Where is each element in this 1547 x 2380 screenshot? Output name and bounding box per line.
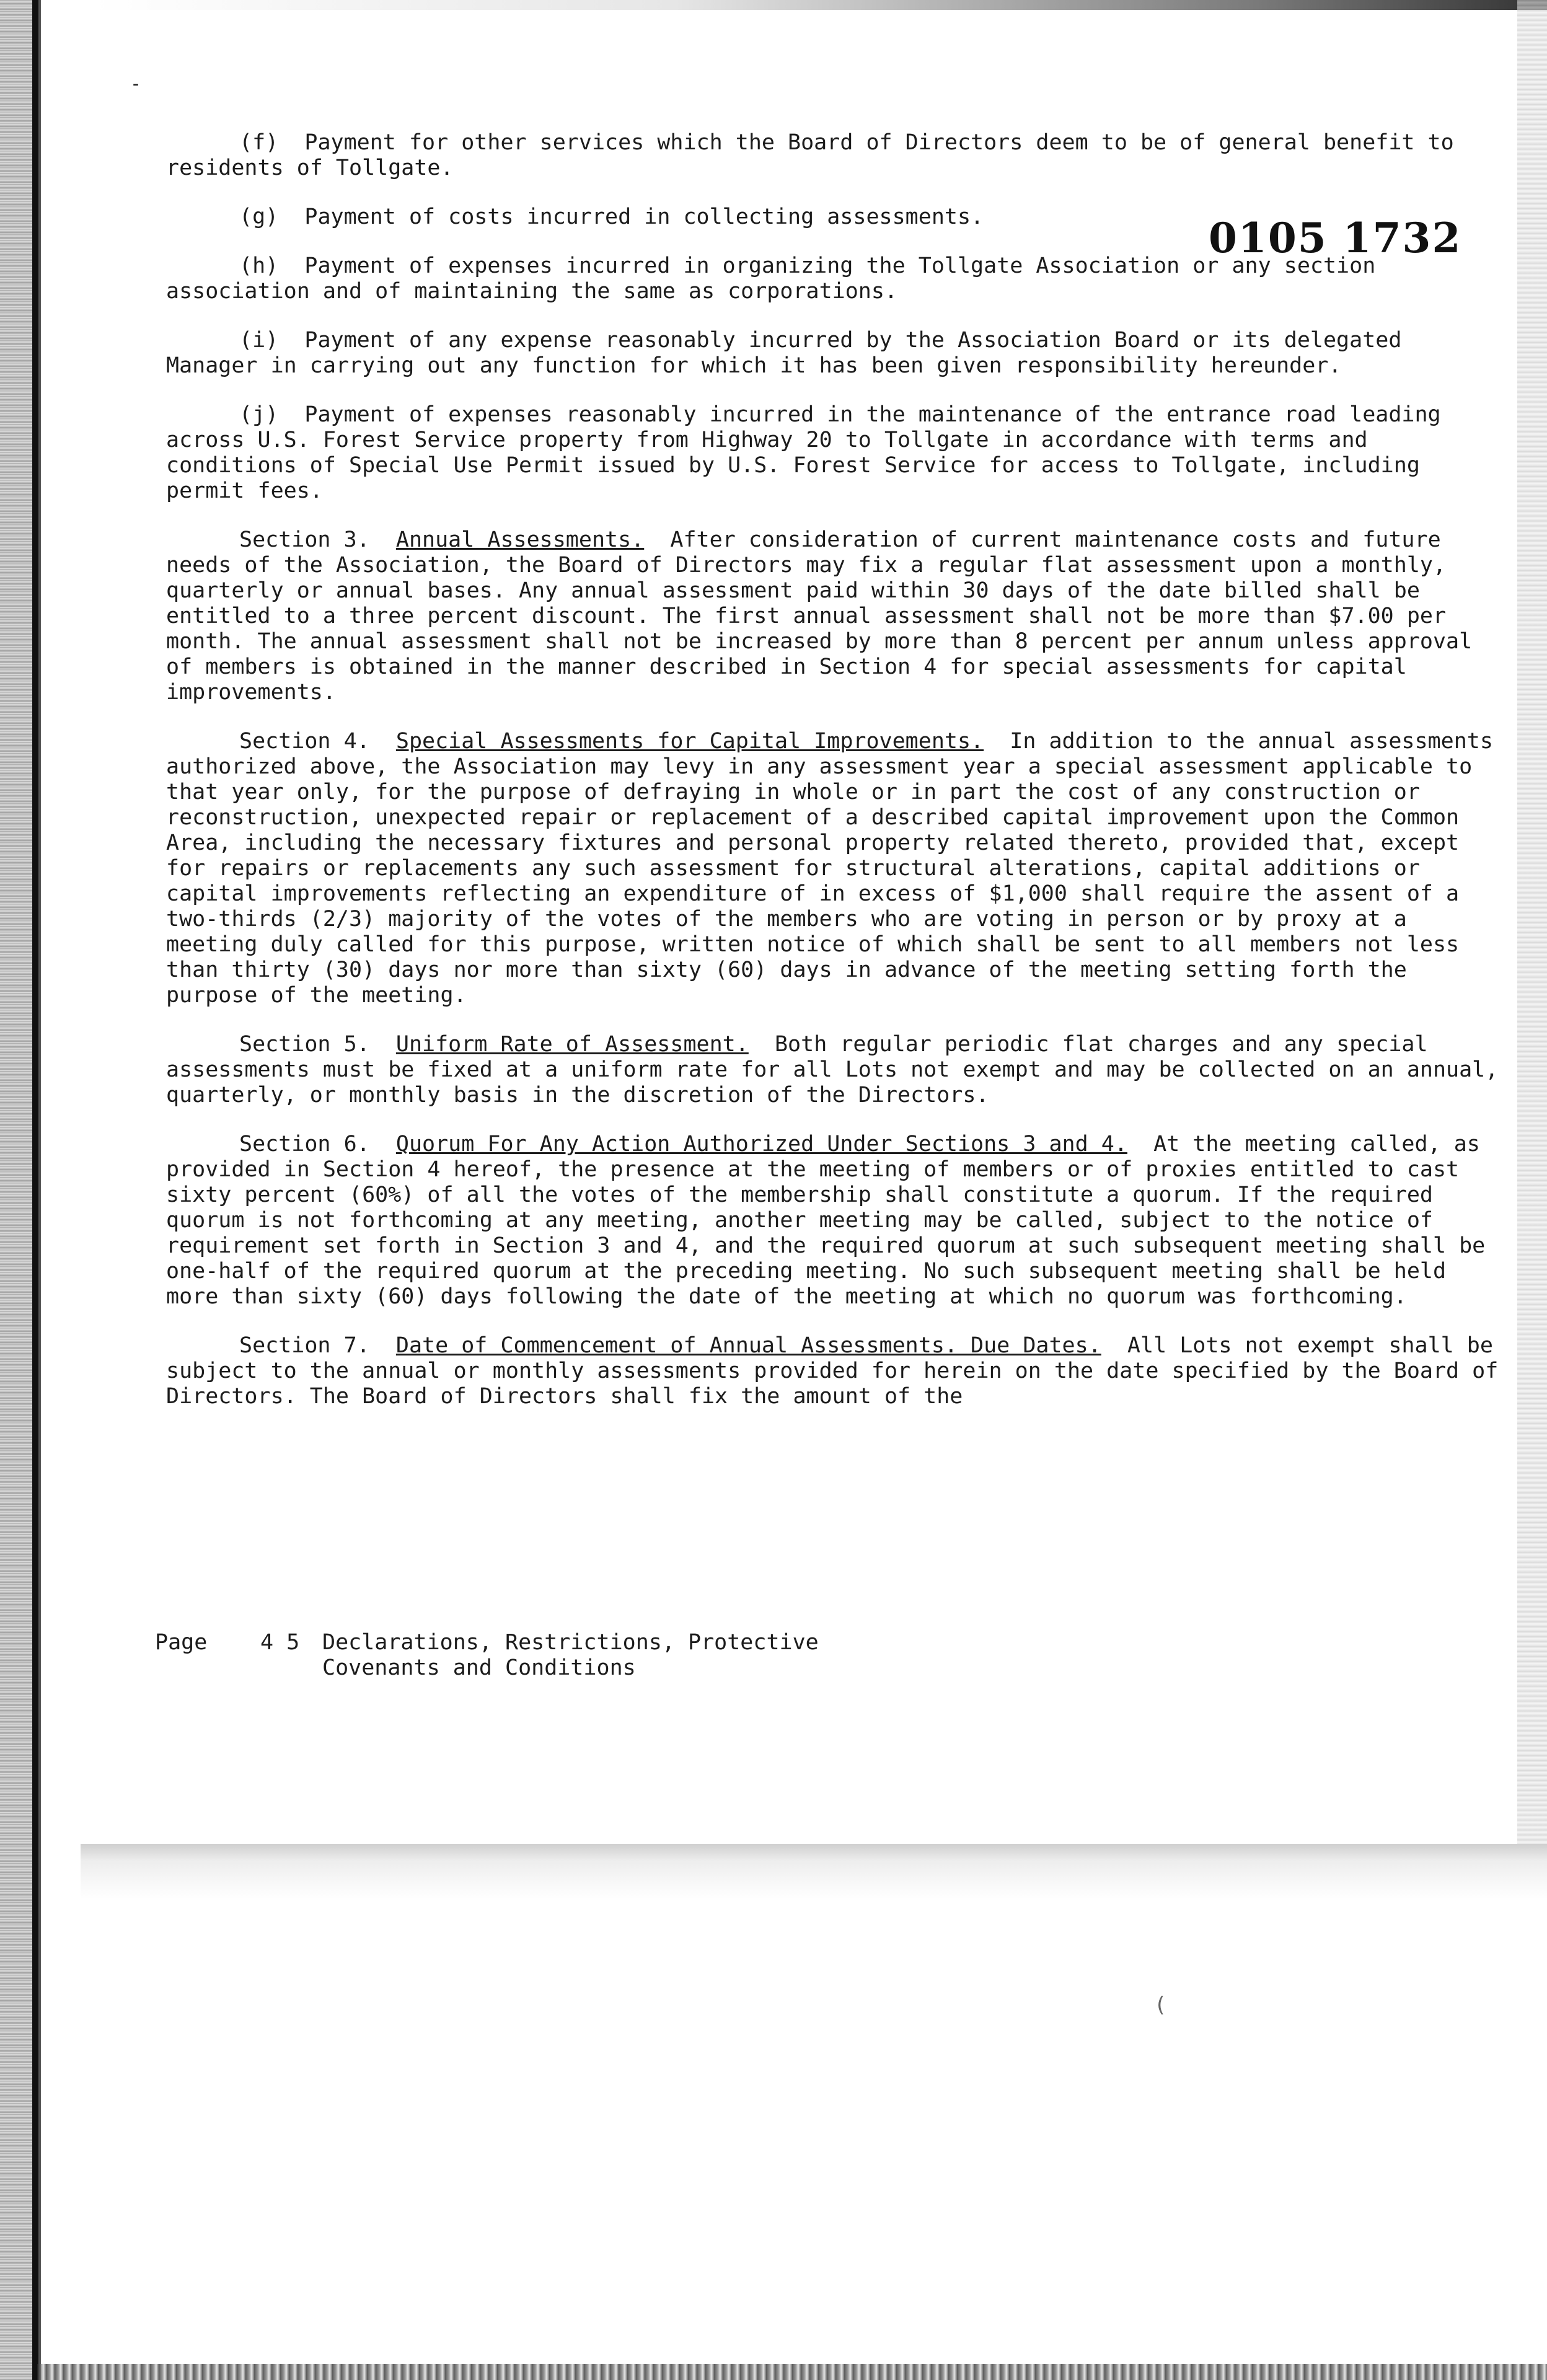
page-number: 4 5 — [260, 1630, 300, 1655]
paragraph-h — [166, 253, 1499, 304]
document-body — [166, 130, 1499, 1433]
scan-rule-dark — [32, 0, 38, 2380]
section-text: At the meeting called, as provided in Section 4 hereof, the presence at the meeting of members or of proxies entitled to cast sixty percent (60%) of all the votes of the membership shall constitute a quorum. If the required quorum is not forthcoming at any meeting, another meeting may be called, subject to the notice of requirement set forth in Section 3 and 4, and the required quorum at such subsequent meeting shall be one-half of the required quorum at the preceding meeting. No such subsequent meeting shall be held more than sixty (60) days following the date of the meeting at which no quorum was forthcoming. — [166, 1132, 1486, 1309]
section-title: Uniform Rate of Assessment. — [395, 1032, 749, 1057]
section-number: Section 7. — [239, 1333, 370, 1358]
section-text: All Lots not exempt shall be subject to the annual or monthly assessments provided for herein on the date specified by the Board of Directors. The Board of Directors shall fix the amount of the — [166, 1333, 1499, 1409]
section-title: Annual Assessments. — [395, 527, 645, 552]
section-title: Special Assessments for Capital Improvements. — [395, 729, 984, 754]
section-4 — [166, 729, 1499, 1008]
section-number: Section 3. — [239, 527, 370, 552]
section-title: Date of Commencement of Annual Assessments. Due Dates. — [395, 1333, 1101, 1358]
item-label: (f) — [239, 130, 279, 155]
sheet-bottom-shadow — [81, 1844, 1547, 1900]
item-text: Payment of expenses reasonably incurred in the maintenance of the entrance road leading across U.S. Forest Service property from Highway 20 to Tollgate in accordance with terms and conditions of Special Use Permit issued by U.S. Forest Service for access to Tollgate, including permit fees. — [166, 402, 1441, 503]
section-text: In addition to the annual assessments authorized above, the Association may levy in any assessment year a special assessment applicable to that year only, for the purpose of defraying in whole or in part the cost of any construction or reconstruction, unexpected repair or replacement of a described capital improvement upon the Common Area, including the necessary fixtures and personal property related thereto, provided that, except for repairs or replacements any such assessment for structural alterations, capital additions or capital improvements reflecting an expenditure of in excess of $1,000 shall require the assent of a two-thirds (2/3) majority of the votes of the members who are voting in person or by proxy at a meeting duly called for this purpose, written notice of which shall be sent to all members not less than thirty (30) days nor more than sixty (60) days in advance of the meeting setting forth the purpose of the meeting. — [166, 729, 1493, 1008]
section-6 — [166, 1132, 1499, 1310]
item-label: (i) — [239, 328, 279, 353]
paragraph-f — [166, 130, 1499, 181]
item-label: (h) — [239, 253, 279, 278]
scan-rule-light — [38, 0, 41, 2380]
section-7 — [166, 1333, 1499, 1409]
stray-mark: ( — [1154, 1993, 1167, 2017]
footer-title-line1: Declarations, Restrictions, Protective — [322, 1630, 819, 1655]
section-title: Quorum For Any Action Authorized Under Sections 3 and 4. — [395, 1132, 1127, 1157]
item-label: (j) — [239, 402, 279, 427]
page-label: Page — [155, 1630, 208, 1655]
item-text: Payment of costs incurred in collecting assessments. — [304, 205, 984, 229]
scan-bottom-band — [37, 2364, 1547, 2380]
footer-title-line2: Covenants and Conditions — [322, 1655, 636, 1680]
section-number: Section 6. — [239, 1132, 370, 1157]
section-number: Section 5. — [239, 1032, 370, 1057]
item-text: Payment for other services which the Board of Directors deem to be of general benefit to residents of Tollgate. — [166, 130, 1454, 180]
scan-edge-right — [1517, 0, 1547, 1859]
margin-mark: - — [130, 73, 142, 95]
page-footer — [155, 1630, 819, 1681]
item-text: Payment of any expense reasonably incurred by the Association Board or its delegated Manager in carrying out any function for which it has been given responsibility hereunder. — [166, 328, 1402, 378]
scan-edge-left — [0, 0, 37, 2380]
item-text: Payment of expenses incurred in organizing the Tollgate Association or any section association and of maintaining the same as corporations. — [166, 253, 1376, 304]
scan-top-band — [93, 0, 1547, 10]
item-label: (g) — [239, 205, 279, 229]
section-text: After consideration of current maintenance costs and future needs of the Association, the Board of Directors may fix a regular flat assessment upon a monthly, quarterly or annual bases. Any annual assessment paid within 30 days of the date billed shall be entitled to a three percent discount. The first annual assessment shall not be more than $7.00 per month. The annual assessment shall not be increased by more than 8 percent per annum unless approval of members is obtained in the manner described in Section 4 for special assessments for capital improvements. — [166, 527, 1473, 705]
section-number: Section 4. — [239, 729, 370, 754]
paragraph-g — [166, 205, 1499, 230]
section-text: Both regular periodic flat charges and any special assessments must be fixed at a uniform rate for all Lots not exempt and may be collected on an annual, quarterly, or monthly basis in the discretion of the Directors. — [166, 1032, 1499, 1108]
section-3 — [166, 527, 1499, 705]
recording-stamp: 0105 1732 — [1209, 214, 1462, 262]
paragraph-i — [166, 328, 1499, 379]
paragraph-j — [166, 402, 1499, 504]
section-5 — [166, 1032, 1499, 1108]
